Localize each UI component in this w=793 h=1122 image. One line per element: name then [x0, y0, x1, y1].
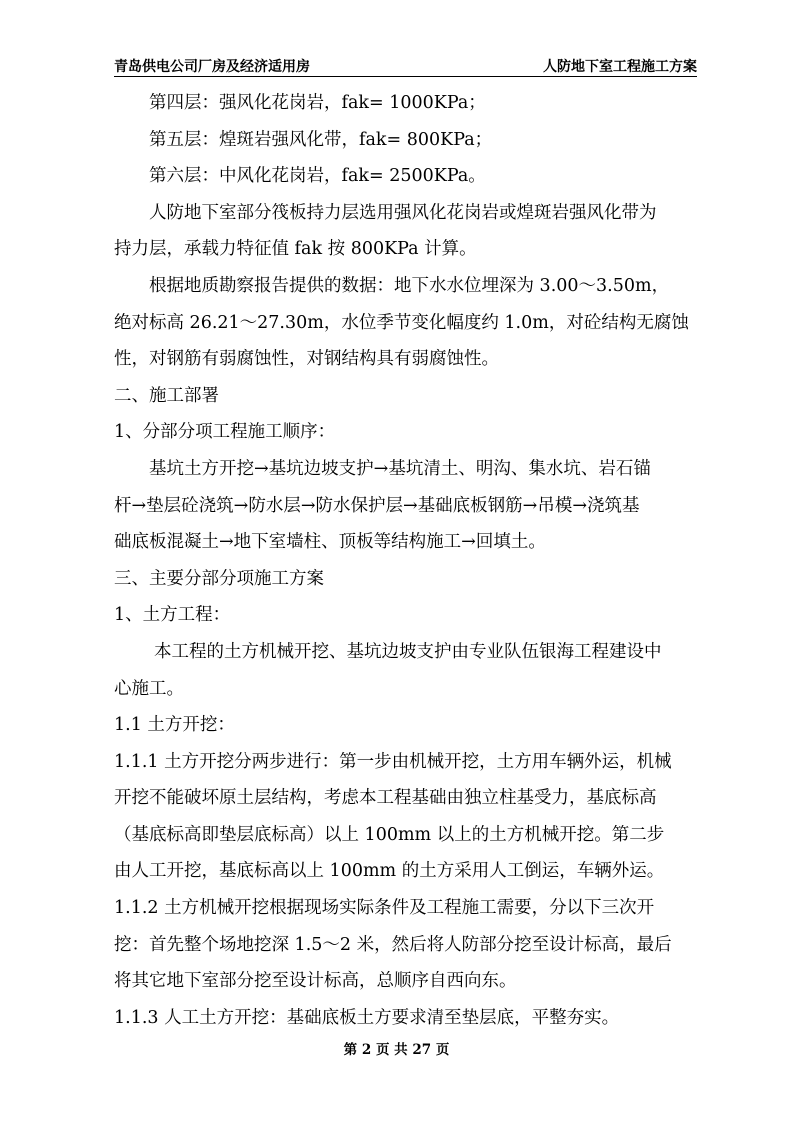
- header-project-name: 青岛供电公司厂房及经济适用房: [114, 59, 310, 75]
- document-body: [114, 85, 700, 1036]
- text-line: 持力层，承载力特征值 fak 按 800KPa 计算。: [114, 239, 477, 260]
- text-line: 第四层：强风化花岗岩，fak= 1000KPa；: [149, 93, 486, 113]
- text-line: 挖：首先整个场地挖深 1.5～2 米，然后将人防部分挖至设计标高，最后: [114, 934, 672, 955]
- text-line: 第六层：中风化花岗岩，fak= 2500KPa。: [149, 166, 486, 187]
- text-line: 基坑土方开挖→基坑边坡支护→基坑清土、明沟、集水坑、岩石锚: [149, 458, 651, 479]
- text-line: 三、主要分部分项施工方案: [114, 568, 324, 589]
- text-line: 第五层：煌斑岩强风化带，fak= 800KPa；: [149, 129, 493, 150]
- text-line: （基底标高即垫层底标高）以上 100mm 以上的土方机械开挖。第二步: [114, 824, 665, 845]
- text-line: 础底板混凝土→地下室墙柱、顶板等结构施工→回填土。: [114, 532, 546, 553]
- text-line: 性，对钢筋有弱腐蚀性，对钢结构具有弱腐蚀性。: [114, 349, 499, 370]
- text-line: 1.1.1 土方开挖分两步进行：第一步由机械开挖，土方用车辆外运，机械: [114, 751, 672, 772]
- text-line: 1、土方工程：: [114, 605, 231, 626]
- text-line: 由人工开挖，基底标高以上 100mm 的土方采用人工倒运，车辆外运。: [114, 861, 665, 882]
- text-line: 本工程的土方机械开挖、基坑边坡支护由专业队伍银海工程建设中: [154, 641, 662, 662]
- text-line: 二、施工部署: [114, 385, 219, 406]
- text-line: 1.1.3 人工土方开挖：基础底板土方要求清至垫层底，平整夯实。: [114, 1007, 620, 1028]
- text-line: 将其它地下室部分挖至设计标高，总顺序自西向东。: [114, 971, 517, 992]
- page-header: [114, 54, 697, 77]
- page-number: 第 2 页 共 27 页: [343, 1042, 450, 1058]
- text-line: 绝对标高 26.21～27.30m，水位季节变化幅度约 1.0m，对砼结构无腐蚀: [114, 312, 689, 333]
- header-document-title: 人防地下室工程施工方案: [543, 59, 697, 75]
- text-line: 心施工。: [114, 678, 184, 699]
- text-line: 杆→垫层砼浇筑→防水层→防水保护层→基础底板钢筋→吊模→浇筑基: [114, 495, 640, 516]
- text-line: 1.1.2 土方机械开挖根据现场实际条件及工程施工需要，分以下三次开: [114, 898, 655, 919]
- text-line: 开挖不能破坏原土层结构，考虑本工程基础由独立柱基受力，基底标高: [114, 788, 657, 809]
- text-line: 1、分部分项工程施工顺序：: [114, 422, 336, 443]
- text-line: 根据地质勘察报告提供的数据：地下水水位埋深为 3.00～3.50m，: [149, 275, 670, 296]
- text-line: 1.1 土方开挖：: [114, 715, 235, 736]
- text-line: 人防地下室部分筏板持力层选用强风化花岗岩或煌斑岩强风化带为: [149, 202, 657, 223]
